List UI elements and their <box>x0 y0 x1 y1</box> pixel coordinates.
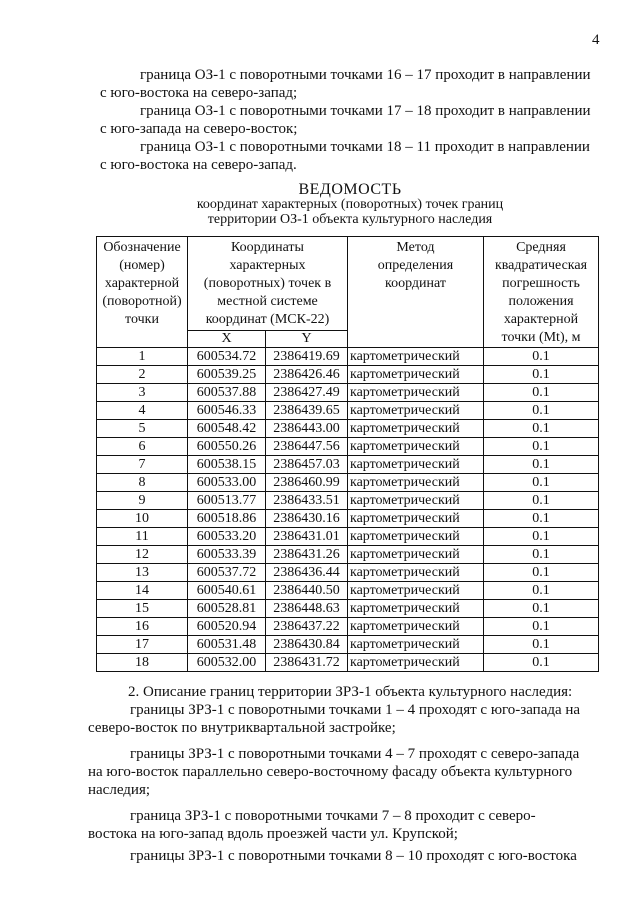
point-number-cell: 1 <box>97 348 188 366</box>
intro-line: граница ОЗ-1 с поворотными точками 17 – 18 проходит в направлении <box>140 103 591 119</box>
coordinates-table <box>96 236 599 672</box>
error-cell: 0.1 <box>484 402 599 420</box>
statement-heading <box>180 182 520 227</box>
intro-line: с юго-востока на северо-запад. <box>100 157 297 173</box>
y-coordinate-cell: 2386448.63 <box>266 600 348 618</box>
section-2-line: северо-восток по внутриквартальной застройке; <box>88 720 396 736</box>
table-row <box>97 510 599 528</box>
header-error: Средняя квадратическая погрешность положения характерной точки (Mt), м <box>484 237 599 348</box>
header-x: X <box>188 330 266 347</box>
method-cell: картометрический <box>348 654 484 672</box>
header-coordinates: Координаты характерных (поворотных) точек в местной системе координат (МСК-22) <box>188 237 348 331</box>
table-row <box>97 492 599 510</box>
x-coordinate-cell: 600548.42 <box>188 420 266 438</box>
intro-paragraph-2 <box>100 102 605 138</box>
y-coordinate-cell: 2386431.01 <box>266 528 348 546</box>
table-row <box>97 546 599 564</box>
error-cell: 0.1 <box>484 384 599 402</box>
y-coordinate-cell: 2386431.26 <box>266 546 348 564</box>
error-cell: 0.1 <box>484 654 599 672</box>
section-2-line: граница ЗРЗ-1 с поворотными точками 7 – 8 проходит с северо- <box>130 808 536 824</box>
table-row <box>97 474 599 492</box>
point-number-cell: 15 <box>97 600 188 618</box>
method-cell: картометрический <box>348 636 484 654</box>
table-row <box>97 600 599 618</box>
x-coordinate-cell: 600528.81 <box>188 600 266 618</box>
y-coordinate-cell: 2386447.56 <box>266 438 348 456</box>
point-number-cell: 16 <box>97 618 188 636</box>
y-coordinate-cell: 2386419.69 <box>266 348 348 366</box>
intro-line: граница ОЗ-1 с поворотными точками 16 – 17 проходит в направлении <box>140 67 591 83</box>
x-coordinate-cell: 600518.86 <box>188 510 266 528</box>
y-coordinate-cell: 2386431.72 <box>266 654 348 672</box>
y-coordinate-cell: 2386437.22 <box>266 618 348 636</box>
point-number-cell: 13 <box>97 564 188 582</box>
table-row <box>97 582 599 600</box>
x-coordinate-cell: 600513.77 <box>188 492 266 510</box>
error-cell: 0.1 <box>484 564 599 582</box>
section-2-heading: 2. Описание границ территории ЗРЗ-1 объекта культурного наследия: <box>128 684 573 700</box>
point-number-cell: 10 <box>97 510 188 528</box>
point-number-cell: 18 <box>97 654 188 672</box>
method-cell: картометрический <box>348 438 484 456</box>
section-2-line: границы ЗРЗ-1 с поворотными точками 1 – 4 проходят с юго-запада на <box>130 702 581 718</box>
error-cell: 0.1 <box>484 348 599 366</box>
y-coordinate-cell: 2386440.50 <box>266 582 348 600</box>
table-row <box>97 420 599 438</box>
y-coordinate-cell: 2386426.46 <box>266 366 348 384</box>
statement-title: ВЕДОМОСТЬ <box>298 181 402 198</box>
point-number-cell: 14 <box>97 582 188 600</box>
point-number-cell: 7 <box>97 456 188 474</box>
method-cell: картометрический <box>348 618 484 636</box>
point-number-cell: 11 <box>97 528 188 546</box>
error-cell: 0.1 <box>484 456 599 474</box>
x-coordinate-cell: 600533.39 <box>188 546 266 564</box>
error-cell: 0.1 <box>484 600 599 618</box>
error-cell: 0.1 <box>484 438 599 456</box>
method-cell: картометрический <box>348 366 484 384</box>
intro-paragraph-3 <box>100 138 605 174</box>
method-cell: картометрический <box>348 546 484 564</box>
point-number-cell: 8 <box>97 474 188 492</box>
point-number-cell: 4 <box>97 402 188 420</box>
x-coordinate-cell: 600538.15 <box>188 456 266 474</box>
x-coordinate-cell: 600532.00 <box>188 654 266 672</box>
intro-paragraph-1 <box>100 66 605 102</box>
method-cell: картометрический <box>348 528 484 546</box>
error-cell: 0.1 <box>484 510 599 528</box>
table-row <box>97 438 599 456</box>
header-designation: Обозначение (номер) характерной (поворотной) точки <box>97 237 188 348</box>
y-coordinate-cell: 2386436.44 <box>266 564 348 582</box>
table-row <box>97 654 599 672</box>
method-cell: картометрический <box>348 420 484 438</box>
point-number-cell: 2 <box>97 366 188 384</box>
y-coordinate-cell: 2386430.84 <box>266 636 348 654</box>
table-row <box>97 636 599 654</box>
method-cell: картометрический <box>348 474 484 492</box>
table-row <box>97 564 599 582</box>
method-cell: картометрический <box>348 600 484 618</box>
point-number-cell: 12 <box>97 546 188 564</box>
table-row <box>97 528 599 546</box>
error-cell: 0.1 <box>484 618 599 636</box>
section-2-line: на юго-восток параллельно северо-восточному фасаду объекта культурного <box>88 764 573 780</box>
point-number-cell: 9 <box>97 492 188 510</box>
intro-line: с юго-востока на северо-запад; <box>100 85 298 101</box>
table-row <box>97 366 599 384</box>
table-row <box>97 348 599 366</box>
error-cell: 0.1 <box>484 474 599 492</box>
point-number-cell: 3 <box>97 384 188 402</box>
table-row <box>97 618 599 636</box>
x-coordinate-cell: 600537.72 <box>188 564 266 582</box>
intro-line: граница ОЗ-1 с поворотными точками 18 – 11 проходит в направлении <box>140 139 590 155</box>
point-number-cell: 17 <box>97 636 188 654</box>
error-cell: 0.1 <box>484 582 599 600</box>
header-y: Y <box>266 330 348 347</box>
y-coordinate-cell: 2386460.99 <box>266 474 348 492</box>
error-cell: 0.1 <box>484 636 599 654</box>
table-row <box>97 384 599 402</box>
method-cell: картометрический <box>348 456 484 474</box>
x-coordinate-cell: 600546.33 <box>188 402 266 420</box>
x-coordinate-cell: 600537.88 <box>188 384 266 402</box>
intro-line: с юго-запада на северо-восток; <box>100 121 298 137</box>
error-cell: 0.1 <box>484 420 599 438</box>
x-coordinate-cell: 600539.25 <box>188 366 266 384</box>
x-coordinate-cell: 600531.48 <box>188 636 266 654</box>
method-cell: картометрический <box>348 492 484 510</box>
section-2 <box>88 683 600 865</box>
method-cell: картометрический <box>348 348 484 366</box>
x-coordinate-cell: 600533.00 <box>188 474 266 492</box>
error-cell: 0.1 <box>484 492 599 510</box>
x-coordinate-cell: 600540.61 <box>188 582 266 600</box>
page-number: 4 <box>592 32 600 48</box>
x-coordinate-cell: 600534.72 <box>188 348 266 366</box>
statement-subtitle-line: координат характерных (поворотных) точек границ <box>196 197 504 212</box>
y-coordinate-cell: 2386439.65 <box>266 402 348 420</box>
table-row <box>97 456 599 474</box>
y-coordinate-cell: 2386457.03 <box>266 456 348 474</box>
error-cell: 0.1 <box>484 546 599 564</box>
y-coordinate-cell: 2386430.16 <box>266 510 348 528</box>
method-cell: картометрический <box>348 564 484 582</box>
section-2-line: границы ЗРЗ-1 с поворотными точками 8 – 10 проходят с юго-востока <box>130 848 577 864</box>
method-cell: картометрический <box>348 510 484 528</box>
x-coordinate-cell: 600520.94 <box>188 618 266 636</box>
error-cell: 0.1 <box>484 528 599 546</box>
point-number-cell: 6 <box>97 438 188 456</box>
method-cell: картометрический <box>348 384 484 402</box>
x-coordinate-cell: 600550.26 <box>188 438 266 456</box>
y-coordinate-cell: 2386433.51 <box>266 492 348 510</box>
point-number-cell: 5 <box>97 420 188 438</box>
statement-subtitle-line: территории ОЗ-1 объекта культурного наследия <box>207 212 493 227</box>
method-cell: картометрический <box>348 402 484 420</box>
x-coordinate-cell: 600533.20 <box>188 528 266 546</box>
y-coordinate-cell: 2386427.49 <box>266 384 348 402</box>
section-2-line: границы ЗРЗ-1 с поворотными точками 4 – 7 проходят с северо-запада <box>130 746 580 762</box>
section-2-line: востока на юго-запад вдоль проезжей части ул. Крупской; <box>88 826 458 842</box>
method-cell: картометрический <box>348 582 484 600</box>
header-method: Метод определения координат <box>348 237 484 348</box>
section-2-line: наследия; <box>88 782 151 798</box>
y-coordinate-cell: 2386443.00 <box>266 420 348 438</box>
table-row <box>97 402 599 420</box>
error-cell: 0.1 <box>484 366 599 384</box>
